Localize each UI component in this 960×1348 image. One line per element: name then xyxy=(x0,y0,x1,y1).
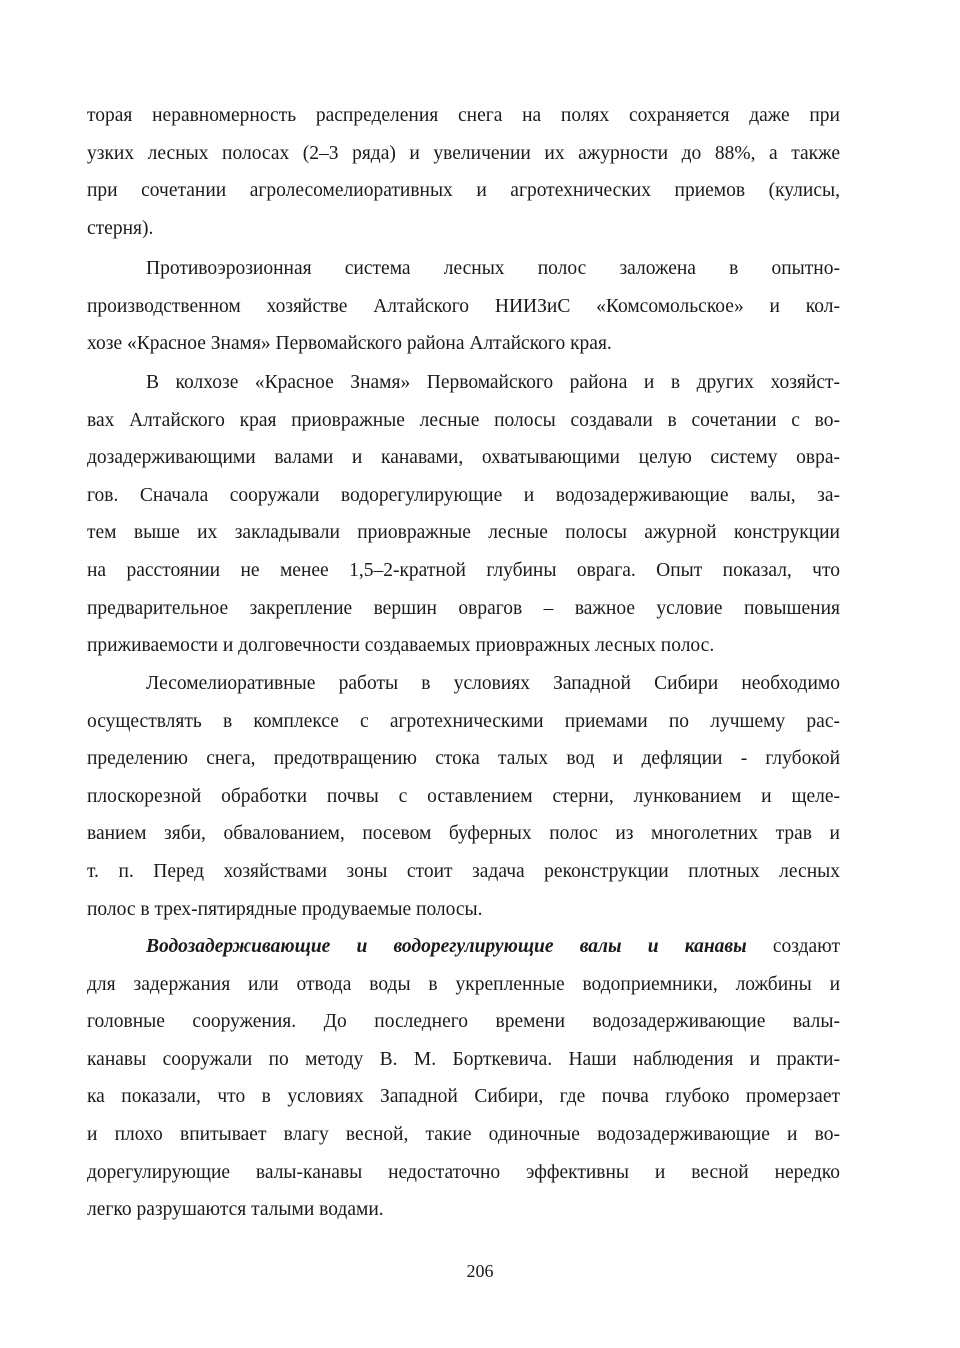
paragraph-western-siberia xyxy=(87,665,840,928)
text-line: и плохо впитывает влагу весной, такие одиночные водозадерживающие и во- xyxy=(87,1123,840,1145)
text-line: узких лесных полосах (2–3 ряда) и увеличении их ажурности до 88%, а также xyxy=(87,142,840,164)
emphasized-term: Водозадерживающие и водорегулирующие валы и канавы xyxy=(146,936,747,957)
text-line: В колхозе «Красное Знамя» Первомайского района и в других хозяйст- xyxy=(146,372,840,393)
text-line: дорегулирующие валы-канавы недостаточно эффективны и весной нередко xyxy=(87,1161,840,1183)
text-line: канавы сооружали по методу В. М. Борткевича. Наши наблюдения и практи- xyxy=(87,1048,840,1070)
text-line: т. п. Перед хозяйствами зоны стоит задача реконструкции плотных лесных xyxy=(87,860,840,882)
paragraph-continuation xyxy=(87,97,840,247)
text-line: дозадерживающими валами и канавами, охватывающими целую систему овра- xyxy=(87,447,840,469)
text-line: легко разрушаются талыми водами. xyxy=(87,1199,384,1221)
text-line: на расстоянии не менее 1,5–2-кратной глубины оврага. Опыт показал, что xyxy=(87,559,840,581)
text-line: ка показали, что в условиях Западной Сибири, где почва глубоко промерзает xyxy=(87,1086,840,1108)
paragraph-erosion-system xyxy=(87,250,840,363)
text-line: приживаемости и долговечности создаваемых приовражных лесных полос. xyxy=(87,635,715,657)
text-line: хозе «Красное Знамя» Первомайского района Алтайского края. xyxy=(87,333,612,355)
text-line: вах Алтайского края приовражные лесные полосы создавали в сочетании с во- xyxy=(87,409,840,431)
text-line: торая неравномерность распределения снега на полях сохраняется даже при xyxy=(87,105,840,126)
text-line: гов. Сначала сооружали водорегулирующие и водозадерживающие валы, за- xyxy=(87,484,840,506)
text-line: тем выше их закладывали приовражные лесные полосы ажурной конструкции xyxy=(87,522,840,544)
text-line: осуществлять в комплексе с агротехническими приемами по лучшему рас- xyxy=(87,710,840,732)
text-line: головные сооружения. До последнего времени водозадерживающие валы- xyxy=(87,1011,840,1033)
text-line: производственном хозяйстве Алтайского НИИЗиС «Комсомольское» и кол- xyxy=(87,295,840,317)
text-line: Лесомелиоративные работы в условиях Западной Сибири необходимо xyxy=(146,673,840,694)
text-line: ванием зяби, обвалованием, посевом буферных полос из многолетних трав и xyxy=(87,823,840,845)
text-line-first xyxy=(87,928,840,966)
text-line: для задержания или отвода воды в укрепленные водоприемники, ложбины и xyxy=(87,973,840,995)
text-line: плоскорезной обработки почвы с оставлением стерни, лункованием и щеле- xyxy=(87,785,840,807)
paragraph-shafts xyxy=(87,928,840,1229)
paragraph-kolkhoz xyxy=(87,364,840,665)
text-line: предварительное закрепление вершин оврагов – важное условие повышения xyxy=(87,597,840,619)
text-line: при сочетании агролесомелиоративных и агротехнических приемов (кулисы, xyxy=(87,180,840,202)
text-line: пределению снега, предотвращению стока талых вод и дефляции - глубокой xyxy=(87,748,840,770)
text-line: стерня). xyxy=(87,217,154,239)
text-line: Противоэрозионная система лесных полос заложена в опытно- xyxy=(146,258,840,279)
text-line: полос в трех-пятирядные продуваемые полосы. xyxy=(87,898,483,920)
page-number: 206 xyxy=(466,1261,494,1281)
text-line-rest: создают xyxy=(746,936,840,957)
